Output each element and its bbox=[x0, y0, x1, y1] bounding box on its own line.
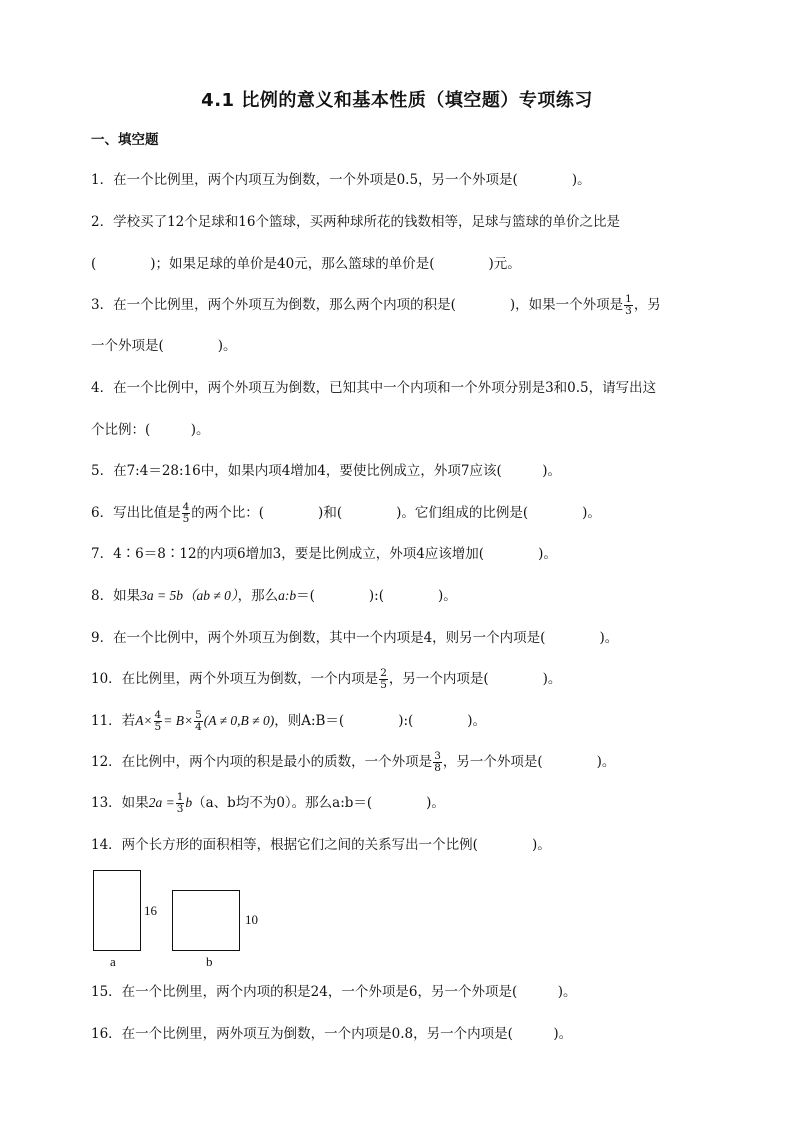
fraction bbox=[433, 751, 442, 774]
question-6 bbox=[91, 502, 601, 525]
rectangle-b-label: b bbox=[206, 954, 213, 969]
q11-text: 11．若 bbox=[91, 713, 136, 729]
question-1: 1．在一个比例里，两个内项互为倒数，一个外项是0.5，另一个外项是( )。 bbox=[91, 172, 591, 188]
question-4-line-2: 个比例：( )。 bbox=[91, 422, 210, 438]
question-7: 7．4∶6＝8∶12的内项6增加3，要是比例成立，外项4应该增加( )。 bbox=[91, 546, 557, 562]
q11-term-a: A× bbox=[135, 713, 153, 728]
q8-text: 8．如果 bbox=[91, 588, 141, 604]
q12-text: 12．在比例中，两个内项的积是最小的质数，一个外项是 bbox=[91, 754, 433, 770]
q13-equation-b: b bbox=[185, 795, 193, 810]
q13-equation: 2a = bbox=[148, 795, 175, 810]
q8-equation: 3a = 5b bbox=[140, 588, 183, 603]
question-11 bbox=[91, 710, 486, 733]
question-12 bbox=[91, 751, 615, 774]
q11-condition: (A ≠ 0,B ≠ 0) bbox=[203, 713, 275, 728]
question-4-line-1: 4．在一个比例中，两个外项互为倒数，已知其中一个内项和一个外项分别是3和0.5，请写出这 bbox=[91, 380, 657, 396]
question-9: 9．在一个比例中，两个外项互为倒数，其中一个内项是4，则另一个内项是( )。 bbox=[91, 630, 619, 646]
question-10 bbox=[91, 668, 561, 691]
section-heading: 一、填空题 bbox=[91, 132, 159, 148]
question-3-line-1 bbox=[91, 294, 661, 317]
question-14: 14．两个长方形的面积相等，根据它们之间的关系写出一个比例( )。 bbox=[91, 837, 551, 853]
q3-text: 3．在一个比例里，两个外项互为倒数，那么两个内项的积是( )，如果一个外项是 bbox=[91, 297, 624, 313]
q8-ratio: a:b bbox=[278, 588, 297, 603]
q11-text-post: ，则A:B＝( ):( )。 bbox=[274, 713, 487, 729]
q13-text: 13．如果 bbox=[91, 795, 149, 811]
question-15: 15．在一个比例里，两个内项的积是24，一个外项是6，另一个外项是( )。 bbox=[91, 984, 577, 1000]
question-8 bbox=[91, 586, 457, 606]
rectangle-b bbox=[172, 890, 240, 951]
q10-text: 10．在比例里，两个外项互为倒数，一个内项是 bbox=[91, 671, 379, 687]
frac-den: 5 bbox=[154, 721, 162, 733]
q13-text-post: （a、b均不为0）。那么a:b＝( )。 bbox=[192, 795, 445, 811]
question-2-line-2: ( )；如果足球的单价是40元，那么篮球的单价是( )元。 bbox=[91, 256, 521, 272]
q6-text: 6．写出比值是 bbox=[91, 505, 181, 521]
question-16: 16．在一个比例里，两外项互为倒数，一个内项是0.8，另一个内项是( )。 bbox=[91, 1026, 573, 1042]
q6-text-post: 的两个比：( )和( )。它们组成的比例是( )。 bbox=[191, 505, 601, 521]
frac-den: 3 bbox=[176, 803, 184, 815]
question-5: 5．在7:4＝28:16中，如果内项4增加4，要使比例成立，外项7应该( )。 bbox=[91, 463, 562, 479]
q8-condition: （ab ≠ 0） bbox=[182, 588, 238, 603]
frac-den: 3 bbox=[625, 305, 632, 317]
frac-num: 2 bbox=[380, 667, 387, 679]
rectangle-a-label: a bbox=[110, 954, 116, 969]
q3-text-post: ，另 bbox=[633, 297, 661, 313]
frac-num: 3 bbox=[434, 750, 441, 762]
fraction bbox=[154, 710, 163, 733]
frac-num: 5 bbox=[195, 709, 202, 721]
frac-num: 4 bbox=[182, 501, 190, 513]
q11-term-b: = B× bbox=[163, 713, 194, 728]
question-3-line-2: 一个外项是( )。 bbox=[91, 338, 237, 354]
frac-num: 4 bbox=[154, 709, 162, 721]
frac-den: 4 bbox=[195, 721, 202, 733]
frac-num: 1 bbox=[625, 293, 632, 305]
fraction bbox=[379, 668, 388, 691]
fraction bbox=[176, 792, 185, 815]
fraction bbox=[194, 710, 203, 733]
fraction bbox=[624, 294, 633, 317]
page-title: 4.1 比例的意义和基本性质（填空题）专项练习 bbox=[201, 90, 593, 111]
frac-num: 1 bbox=[176, 791, 184, 803]
q8-text-post: ＝( ):( )。 bbox=[296, 588, 457, 604]
question-13 bbox=[91, 792, 445, 815]
question-2-line-1: 2．学校买了12个足球和16个篮球，买两种球所花的钱数相等，足球与篮球的单价之比是 bbox=[91, 214, 620, 230]
fraction bbox=[182, 502, 191, 525]
rectangle-b-side-label: 10 bbox=[245, 912, 258, 927]
frac-den: 5 bbox=[380, 679, 387, 691]
q8-text-mid: ，那么 bbox=[237, 588, 279, 604]
q10-text-post: ，另一个内项是( )。 bbox=[388, 671, 562, 687]
frac-den: 5 bbox=[182, 513, 190, 525]
frac-den: 8 bbox=[434, 762, 441, 774]
rectangle-a bbox=[93, 870, 141, 951]
rectangle-a-side-label: 16 bbox=[144, 903, 157, 918]
q12-text-post: ，另一个外项是( )。 bbox=[442, 754, 616, 770]
